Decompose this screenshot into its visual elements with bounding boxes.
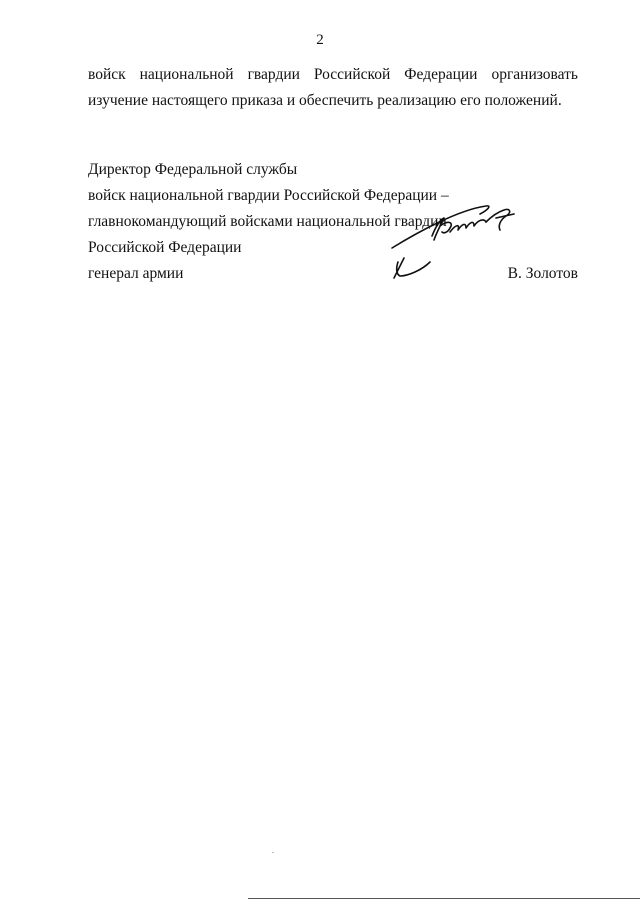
body-paragraph bbox=[88, 62, 578, 114]
handwritten-signature bbox=[388, 196, 518, 282]
body-line-2: изучение настоящего приказа и обеспечить реализацию его положений. bbox=[88, 92, 562, 109]
signatory-title-line-3: главнокомандующий войсками национальной гвардии bbox=[88, 213, 447, 230]
signatory-title-line-4: Российской Федерации bbox=[88, 239, 242, 256]
signatory-rank: генерал армии bbox=[88, 265, 184, 282]
signatory-name: В. Золотов bbox=[507, 265, 578, 282]
body-line-1: войск национальной гвардии Российской Федерации организовать bbox=[88, 66, 578, 83]
scan-artifact-dot bbox=[272, 852, 274, 853]
signatory-title-line-2: войск национальной гвардии Российской Федерации – bbox=[88, 187, 449, 204]
page-number: 2 bbox=[316, 32, 324, 48]
signatory-title-line-1: Директор Федеральной службы bbox=[88, 161, 298, 178]
scan-edge-line bbox=[248, 898, 640, 899]
